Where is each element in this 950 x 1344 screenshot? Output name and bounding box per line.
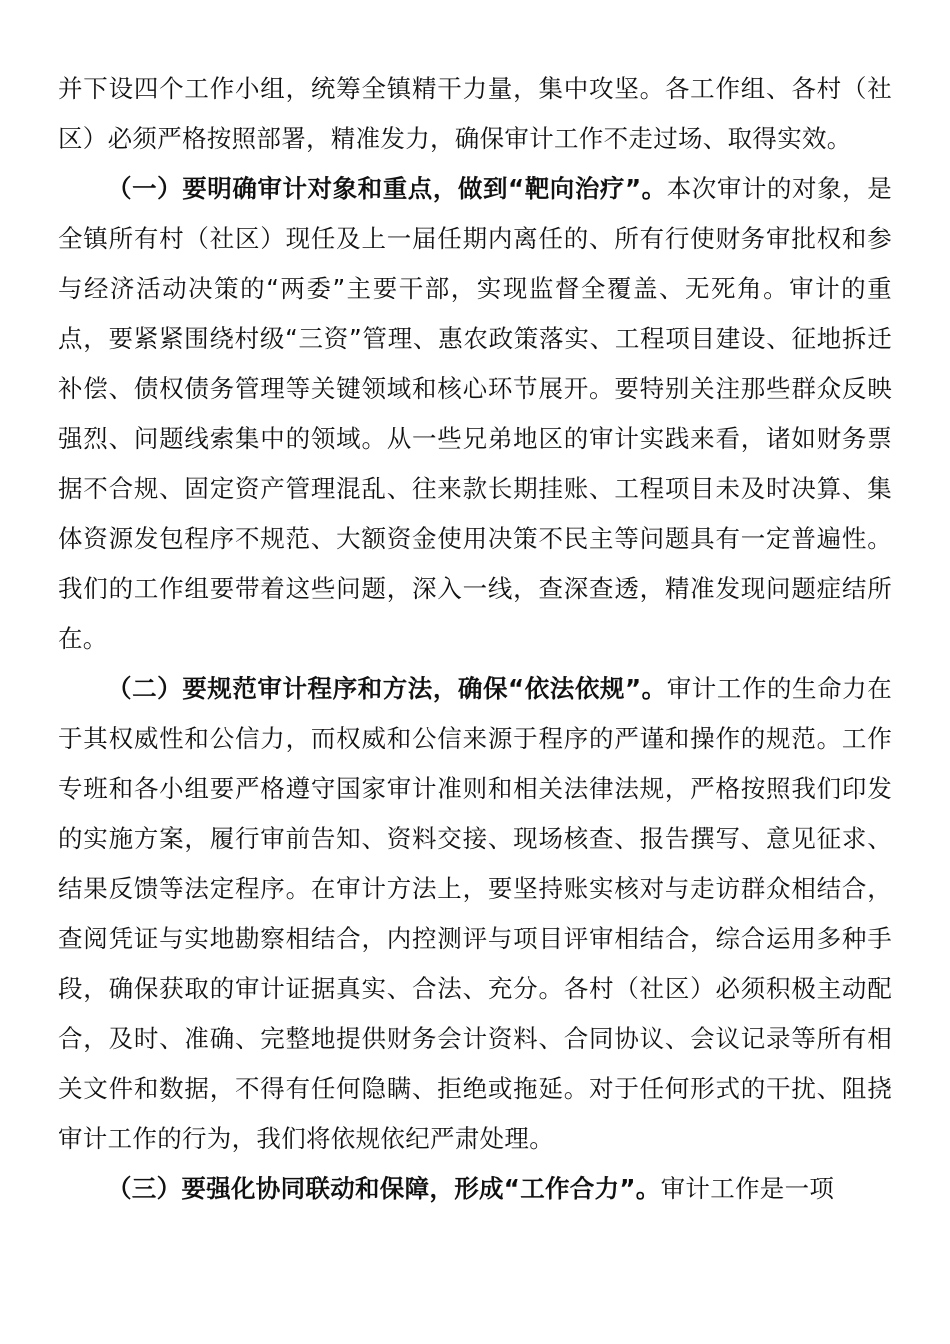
section-heading-2: （二）要规范审计程序和方法，确保“依法依规”。 [107, 674, 667, 703]
section-body-3: 审计工作是一项 [660, 1174, 835, 1203]
section-paragraph-3 [58, 1164, 892, 1214]
document-page [58, 64, 892, 1214]
section-heading-3: （三）要强化协同联动和保障，形成“工作合力”。 [107, 1174, 661, 1203]
section-paragraph-1 [58, 164, 892, 664]
section-heading-1: （一）要明确审计对象和重点，做到“靶向治疗”。 [107, 174, 667, 203]
section-body-1: 本次审计的对象，是全镇所有村（社区）现任及上一届任期内离任的、所有行使财务审批权和参与经济活动决策的“两委”主要干部，实现监督全覆盖、无死角。审计的重点，要紧紧围绕村级“三资”管理、惠农政策落实、工程项目建设、征地拆迁补偿、债权债务管理等关键领域和核心环节展开。要特别关注那些群众反映强烈、问题线索集中的领域。从一些兄弟地区的审计实践来看，诸如财务票据不合规、固定资产管理混乱、往来款长期挂账、工程项目未及时决算、集体资源发包程序不规范、大额资金使用决策不民主等问题具有一定普遍性。我们的工作组要带着这些问题，深入一线，查深查透，精准发现问题症结所在。 [58, 174, 892, 653]
section-paragraph-2 [58, 664, 892, 1164]
paragraph-continuation [58, 64, 892, 164]
section-body-2: 审计工作的生命力在于其权威性和公信力，而权威和公信来源于程序的严谨和操作的规范。工作专班和各小组要严格遵守国家审计准则和相关法律法规，严格按照我们印发的实施方案，履行审前告知、资料交接、现场核查、报告撰写、意见征求、结果反馈等法定程序。在审计方法上，要坚持账实核对与走访群众相结合，查阅凭证与实地勘察相结合，内控测评与项目评审相结合，综合运用多种手段，确保获取的审计证据真实、合法、充分。各村（社区）必须积极主动配合，及时、准确、完整地提供财务会计资料、合同协议、会议记录等所有相关文件和数据，不得有任何隐瞒、拒绝或拖延。对于任何形式的干扰、阻挠审计工作的行为，我们将依规依纪严肃处理。 [58, 674, 892, 1153]
paragraph-body: 并下设四个工作小组，统筹全镇精干力量，集中攻坚。各工作组、各村（社区）必须严格按照部署，精准发力，确保审计工作不走过场、取得实效。 [58, 74, 892, 153]
